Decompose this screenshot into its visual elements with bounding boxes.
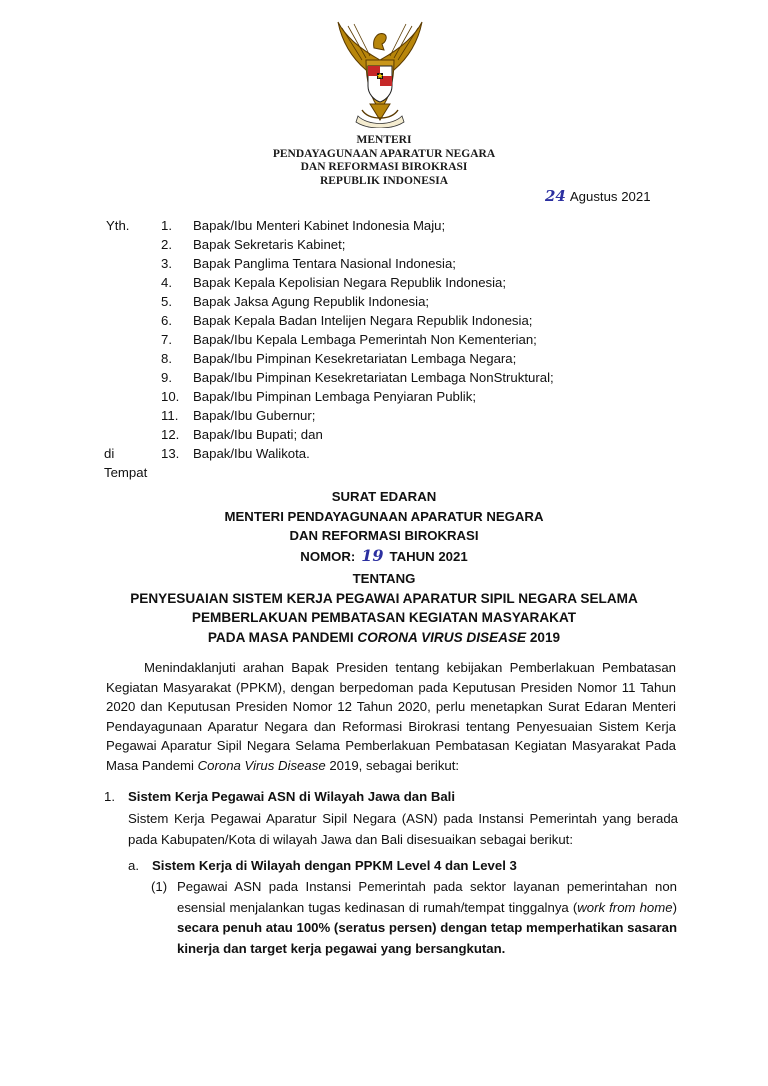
recipient-text: Bapak Sekretaris Kabinet; xyxy=(193,237,346,252)
recipient-number: 4. xyxy=(161,275,172,290)
recipients-list xyxy=(161,216,554,463)
nomor-label: NOMOR: xyxy=(300,548,356,564)
subject-line-1: PENYESUAIAN SISTEM KERJA PEGAWAI APARATUR SIPIL NEGARA SELAMA xyxy=(130,590,638,606)
subsection-a-title: Sistem Kerja di Wilayah dengan PPKM Level 4 dan Level 3 xyxy=(152,858,517,873)
recipients-prefix: Yth. xyxy=(106,218,130,233)
recipient-item xyxy=(161,311,554,330)
subject-line-3 xyxy=(0,628,768,648)
subsection-a-number: a. xyxy=(128,858,139,873)
recipient-number: 7. xyxy=(161,332,172,347)
recipient-text: Bapak/Ibu Pimpinan Kesekretariatan Lembaga NonStruktural; xyxy=(193,370,554,385)
letterhead-line-2: PENDAYAGUNAAN APARATUR NEGARA xyxy=(272,147,496,160)
letter-title-block xyxy=(0,487,768,647)
recipients-tempat: Tempat xyxy=(104,465,148,480)
recipient-item xyxy=(161,254,554,273)
recipient-number: 10. xyxy=(161,389,180,404)
date-month-year: Agustus 2021 xyxy=(569,189,651,204)
section-1-text: Sistem Kerja Pegawai Aparatur Sipil Negara (ASN) pada Instansi Pemerintah yang berada pada Kabupaten/Kota di wilayah Jawa dan Bali disesuaikan sebagai berikut: xyxy=(128,811,678,847)
item-1-b: ) xyxy=(672,899,677,915)
recipient-number: 1. xyxy=(161,218,172,233)
recipient-text: Bapak/Ibu Kepala Lembaga Pemerintah Non Kementerian; xyxy=(193,332,537,347)
recipient-item xyxy=(161,406,554,425)
title-line-1: SURAT EDARAN xyxy=(331,489,437,504)
recipient-item xyxy=(161,387,554,406)
item-1-a: Pegawai ASN pada Instansi Pemerintah pada sektor layanan pemerintahan non esensial menjalankan tugas kedinasan di rumah/tempat tinggalnya ( xyxy=(177,879,677,915)
title-line-2: MENTERI PENDAYAGUNAAN APARATUR NEGARA xyxy=(224,508,544,524)
title-line-3: DAN REFORMASI BIROKRASI xyxy=(289,528,479,543)
letterhead-line-4: REPUBLIK INDONESIA xyxy=(319,174,449,187)
recipient-text: Bapak/Ibu Pimpinan Lembaga Penyiaran Publik; xyxy=(193,389,476,404)
recipient-number: 13. xyxy=(161,446,180,461)
letterhead xyxy=(0,134,768,188)
section-1-number: 1. xyxy=(104,789,115,804)
section-1-title: Sistem Kerja Pegawai ASN di Wilayah Jawa dan Bali xyxy=(128,789,456,804)
recipient-item xyxy=(161,216,554,235)
recipient-item xyxy=(161,273,554,292)
recipient-text: Bapak Kepala Badan Intelijen Negara Republik Indonesia; xyxy=(193,313,533,328)
item-1-bold: secara penuh atau 100% (seratus persen) dengan tetap memperhatikan sasaran kinerja dan target kerja pegawai yang bersangkutan. xyxy=(177,920,677,956)
title-nomor xyxy=(0,546,768,567)
recipient-text: Bapak/Ibu Walikota. xyxy=(193,446,310,461)
handwritten-nomor: 19 xyxy=(361,545,384,565)
recipient-text: Bapak/Ibu Menteri Kabinet Indonesia Maju; xyxy=(193,218,446,233)
nomor-suffix: TAHUN 2021 xyxy=(389,548,468,564)
recipient-item xyxy=(161,425,554,444)
title-tentang: TENTANG xyxy=(352,571,416,586)
intro-text-end: 2019, sebagai berikut: xyxy=(325,757,460,773)
recipient-number: 6. xyxy=(161,313,172,328)
letterhead-line-1: MENTERI xyxy=(356,134,412,146)
intro-text: Menindaklanjuti arahan Bapak Presiden tentang kebijakan Pemberlakuan Pembatasan Kegiatan Masyarakat (PPKM), dengan berpedoman pada Keputusan Presiden Nomor 11 Tahun 2020 dan Keputusan Presiden Nomor 12 Tahun 2020, perlu menetapkan Surat Edaran Menteri Pendayagunaan Aparatur Negara dan Reformasi Birokrasi tentang Penyesuaian Sistem Kerja Pegawai Aparatur Sipil Negara Selama Pemberlakuan Pembatasan Kegiatan Masyarakat Pada Masa Pandemi xyxy=(106,660,676,773)
letter-date xyxy=(545,187,651,206)
recipient-item xyxy=(161,330,554,349)
handwritten-day: 24 xyxy=(545,187,566,205)
recipient-item xyxy=(161,235,554,254)
recipient-number: 12. xyxy=(161,427,180,442)
intro-italic: Corona Virus Disease xyxy=(197,757,326,773)
subject-3b: 2019 xyxy=(526,629,561,645)
recipient-number: 11. xyxy=(161,408,179,423)
subject-line-2: PEMBERLAKUAN PEMBATASAN KEGIATAN MASYARAKAT xyxy=(191,610,577,625)
item-1-text xyxy=(177,877,677,959)
recipient-item xyxy=(161,444,554,463)
recipient-item xyxy=(161,368,554,387)
recipient-number: 9. xyxy=(161,370,172,385)
item-1-italic: work from home xyxy=(577,899,673,915)
recipient-item xyxy=(161,292,554,311)
recipient-text: Bapak/Ibu Gubernur; xyxy=(193,408,316,423)
recipient-text: Bapak/Ibu Pimpinan Kesekretariatan Lembaga Negara; xyxy=(193,351,517,366)
recipient-number: 5. xyxy=(161,294,172,309)
recipient-number: 2. xyxy=(161,237,172,252)
garuda-emblem xyxy=(332,20,428,128)
recipient-number: 8. xyxy=(161,351,172,366)
letterhead-line-3: DAN REFORMASI BIROKRASI xyxy=(300,161,468,173)
subject-3-italic: CORONA VIRUS DISEASE xyxy=(357,629,527,645)
recipient-text: Bapak/Ibu Bupati; dan xyxy=(193,427,323,442)
intro-paragraph xyxy=(106,658,676,776)
subject-3a: PADA MASA PANDEMI xyxy=(207,629,358,645)
recipient-text: Bapak Jaksa Agung Republik Indonesia; xyxy=(193,294,430,309)
recipient-item xyxy=(161,349,554,368)
recipient-text: Bapak Kepala Kepolisian Negara Republik Indonesia; xyxy=(193,275,507,290)
recipients-di: di xyxy=(104,446,115,461)
recipient-number: 3. xyxy=(161,256,172,271)
item-1-number: (1) xyxy=(151,879,168,894)
recipient-text: Bapak Panglima Tentara Nasional Indonesia; xyxy=(193,256,456,271)
